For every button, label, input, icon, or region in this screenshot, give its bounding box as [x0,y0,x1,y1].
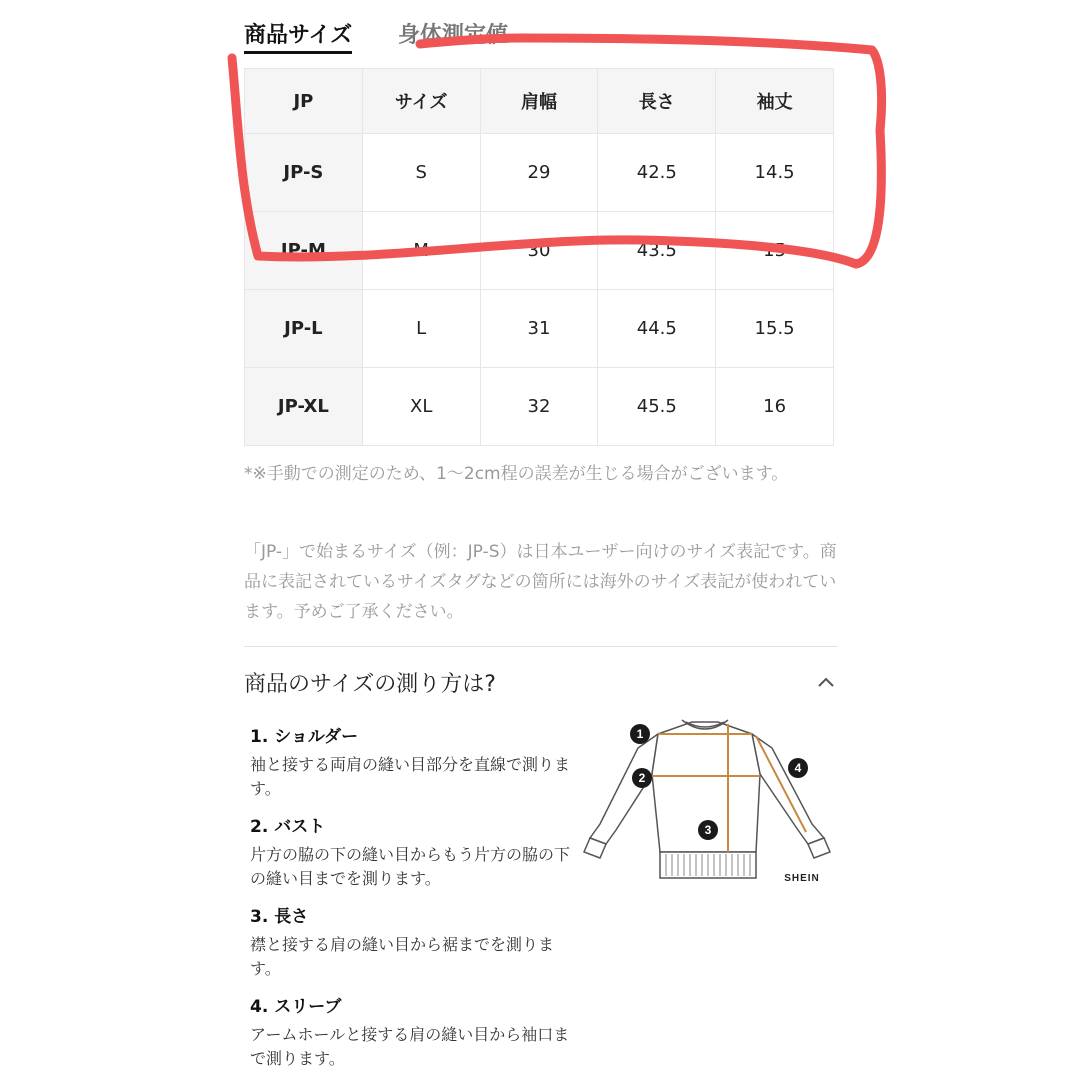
header-jp: JP [245,69,363,134]
table-row [245,212,834,290]
table-row [245,368,834,446]
measure-step-bust [250,812,580,891]
cell-size: XL [362,368,480,446]
step-description: 片方の脇の下の縫い目からもう片方の脇の下の縫い目までを測ります。 [250,845,571,888]
tab-product-size[interactable]: 商品サイズ [244,18,352,49]
table-row [245,134,834,212]
cell-sleeve: 15 [716,212,834,290]
marker-1-label: 1 [636,727,644,741]
step-description: 襟と接する肩の縫い目から裾までを測ります。 [250,935,555,978]
brand-logo-text: SHEIN [784,873,820,884]
table-header-row [245,69,834,134]
header-size: サイズ [362,69,480,134]
table-row [245,290,834,368]
step-description: 袖と接する両肩の縫い目部分を直線で測ります。 [250,755,571,798]
measure-step-sleeve [250,992,580,1071]
chevron-up-icon[interactable] [816,672,836,692]
cell-shoulder: 31 [480,290,598,368]
cell-length: 43.5 [598,212,716,290]
step-title: 3. 長さ [250,907,309,927]
cell-size: M [362,212,480,290]
sweater-illustration [584,720,830,878]
jp-size-note: 「JP-」で始まるサイズ（例：JP-S）は日本ユーザー向けのサイズ表記です。商品に表記されているサイズタグなどの箇所には海外のサイズ表記が使われています。予めご了承ください。 [244,542,837,622]
cell-jp-size: JP-S [245,134,363,212]
tab-body-measurements[interactable]: 身体測定値 [398,23,509,48]
cell-shoulder: 32 [480,368,598,446]
cell-length: 45.5 [598,368,716,446]
header-sleeve: 袖丈 [716,69,834,134]
how-to-measure-title[interactable]: 商品のサイズの測り方は? [244,672,496,697]
step-description: アームホールと接する肩の縫い目から袖口まで測ります。 [250,1025,570,1068]
header-shoulder: 肩幅 [480,69,598,134]
step-title: 1. ショルダー [250,727,359,747]
cell-shoulder: 30 [480,212,598,290]
cell-length: 44.5 [598,290,716,368]
cell-jp-size: JP-M [245,212,363,290]
cell-size: L [362,290,480,368]
cell-sleeve: 16 [716,368,834,446]
marker-3-label: 3 [704,823,712,837]
cell-jp-size: JP-XL [245,368,363,446]
cell-sleeve: 14.5 [716,134,834,212]
measure-step-length [250,902,580,981]
cell-size: S [362,134,480,212]
measurement-error-note: *※手動での測定のため、1〜2cm程の誤差が生じる場合がございます。 [244,464,789,484]
measure-step-shoulder [250,722,580,801]
cell-length: 42.5 [598,134,716,212]
step-title: 2. バスト [250,817,326,837]
cell-sleeve: 15.5 [716,290,834,368]
cell-jp-size: JP-L [245,290,363,368]
header-length: 長さ [598,69,716,134]
cell-shoulder: 29 [480,134,598,212]
step-title: 4. スリーブ [250,997,342,1017]
marker-2-label: 2 [638,771,646,785]
sweater-measurement-diagram [580,712,840,892]
size-table [244,68,834,446]
marker-4-label: 4 [794,761,802,775]
section-divider [244,646,838,647]
